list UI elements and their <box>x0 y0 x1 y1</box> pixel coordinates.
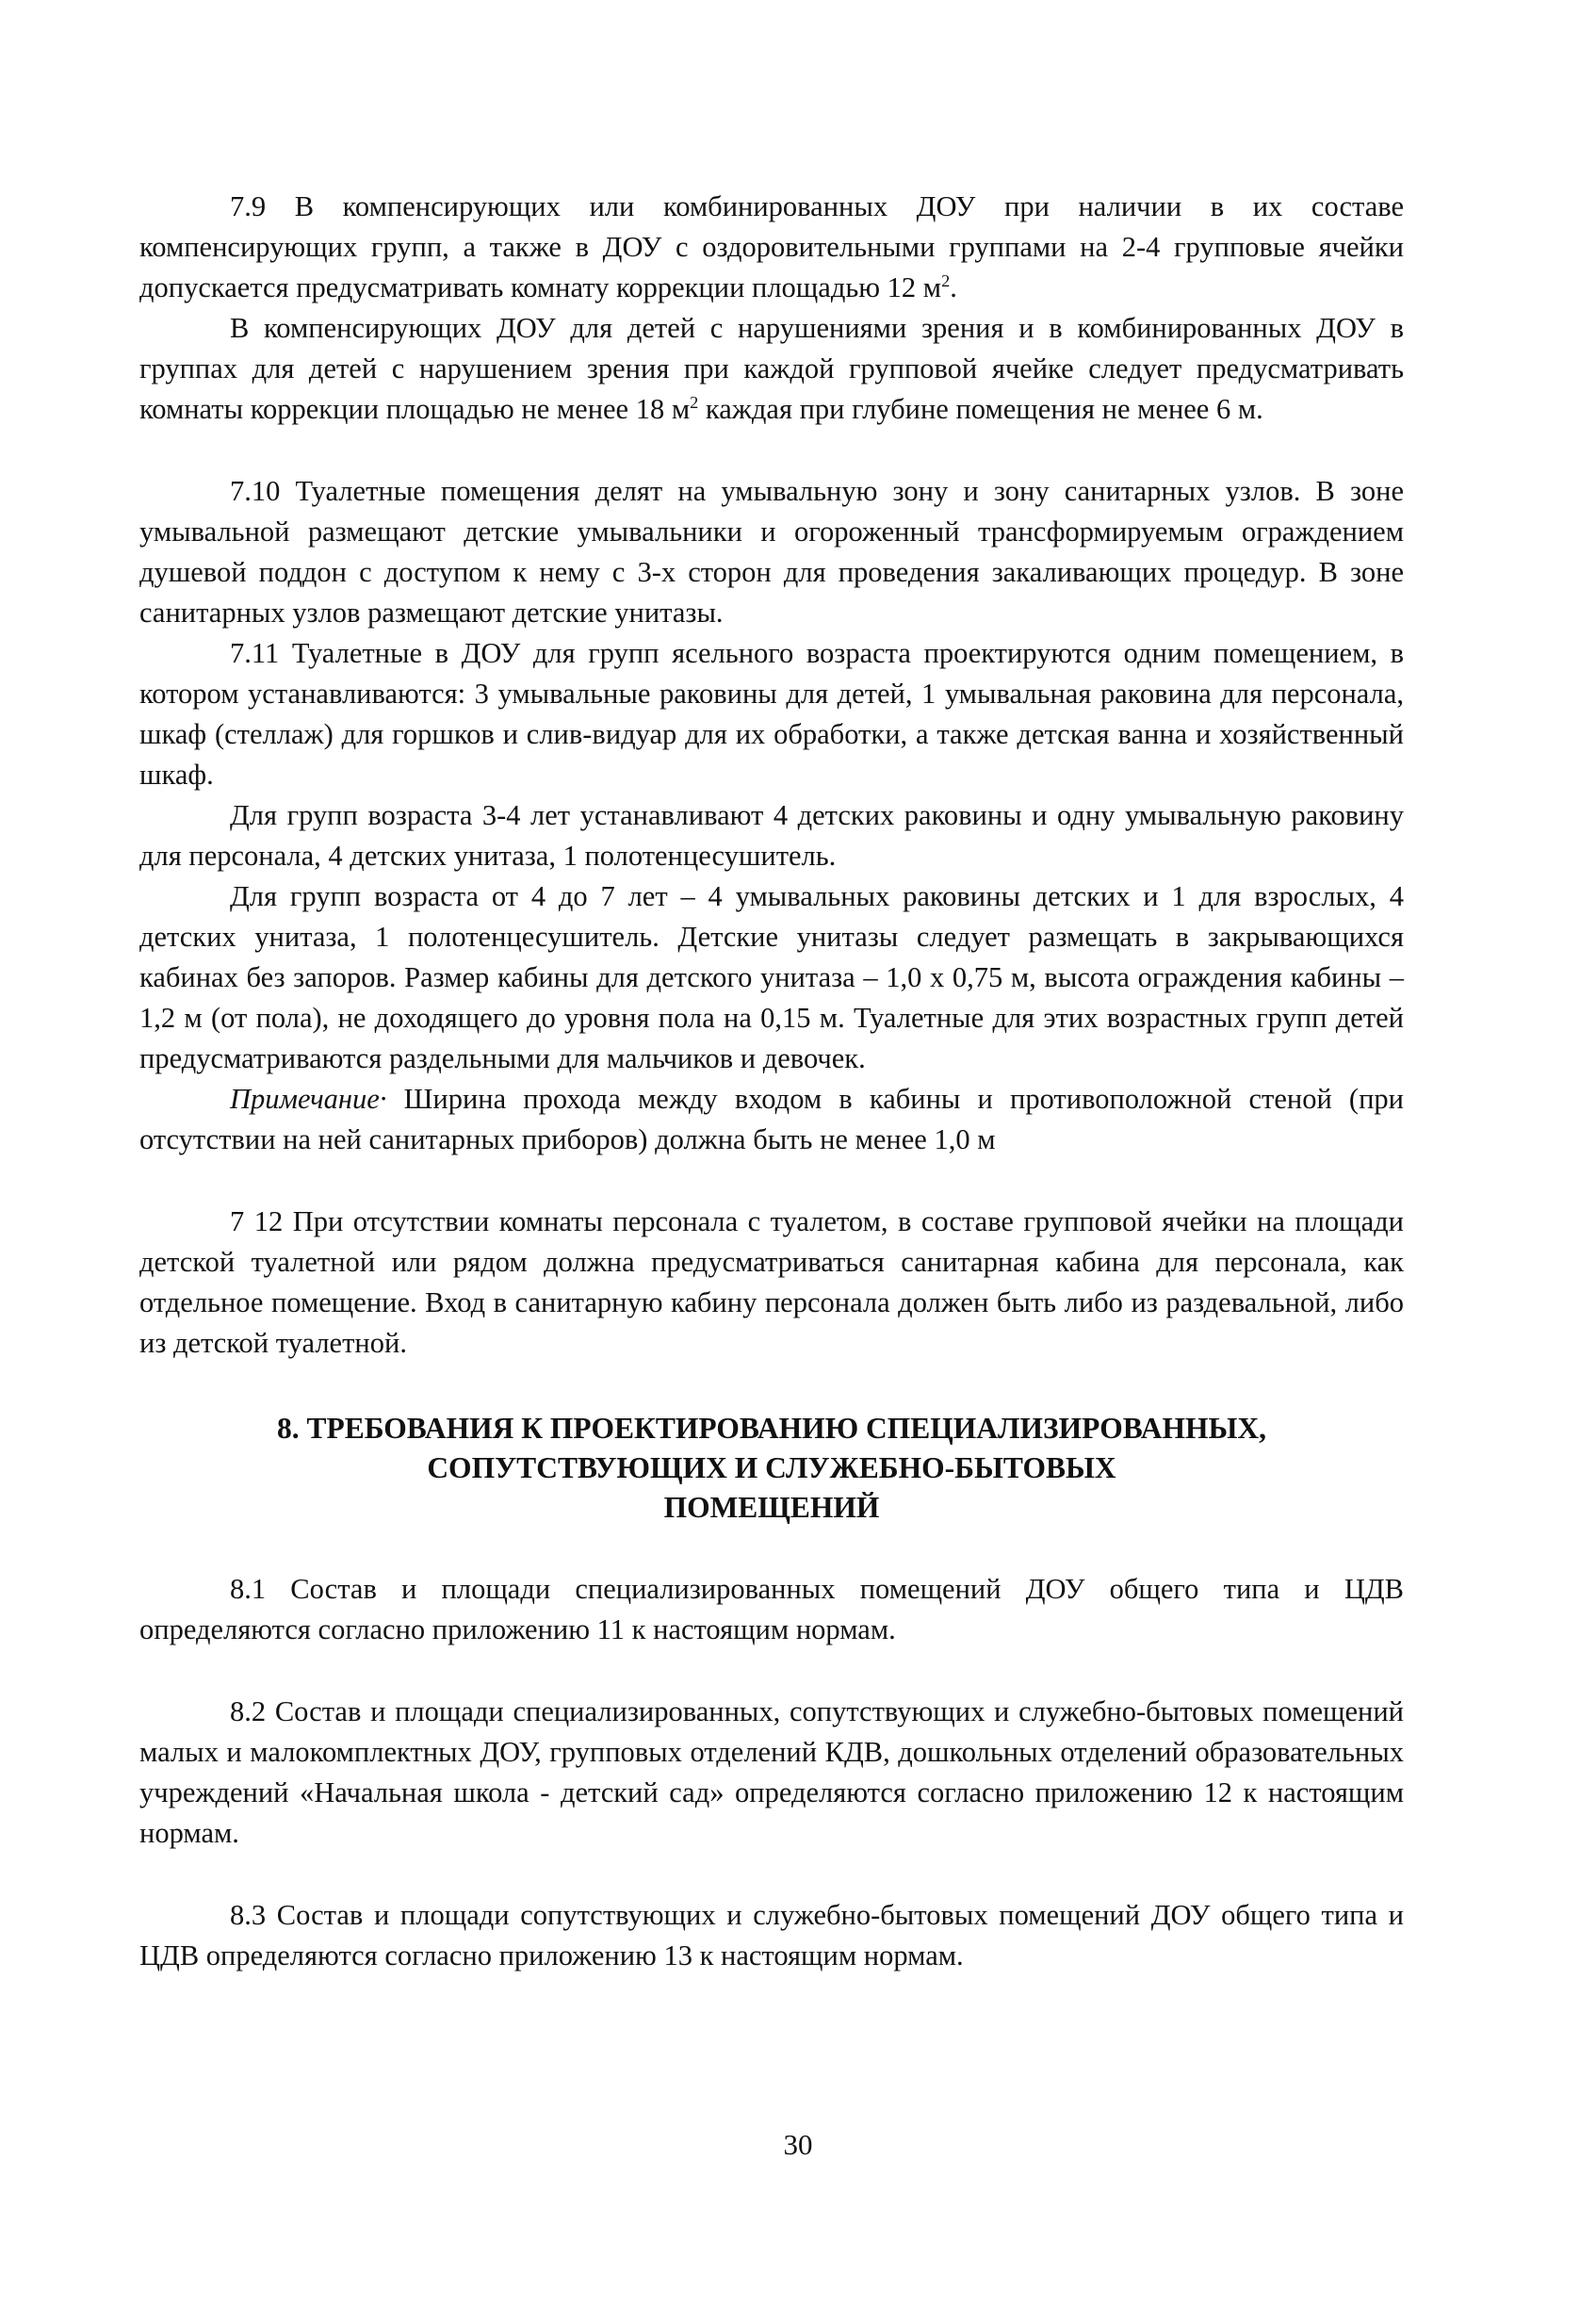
page-number: 30 <box>783 2128 813 2161</box>
document-page <box>139 187 1404 1976</box>
section-heading: 8. ТРЕБОВАНИЯ К ПРОЕКТИРОВАНИЮ СПЕЦИАЛИЗИРОВАННЫХ, СОПУТСТВУЮЩИХ И СЛУЖЕБНО-БЫТОВЫХ ПОМЕЩЕНИЙ <box>276 1412 1267 1524</box>
paragraph-8-2: 8.2 Состав и площади специализированных, сопутствующих и служебно-бытовых помещений малых и малокомплектных ДОУ, групповых отделений КДВ, дошкольных отделений образовательных учреждений «Начальная школа - детский сад» определяются согласно приложению 12 к настоящим нормам. <box>139 1695 1404 1849</box>
paragraph-7-10: 7.10 Туалетные помещения делят на умывальную зону и зону санитарных узлов. В зоне умывальной размещают детские умывальники и огороженный трансформируемым ограждением душевой поддон с доступом к нему с 3-х сторон для проведения закаливающих процедур. В зоне санитарных узлов размещают детские унитазы. <box>139 475 1404 629</box>
note <box>139 1079 1404 1160</box>
paragraph-7-11: 7.11 Туалетные в ДОУ для групп ясельного возраста проектируются одним помещением, в котором устанавливаются: 3 умывальные раковины для детей, 1 умывальная раковина для персонала, шкаф (стеллаж) для горшков и слив-видуар для их обработки, а также детская ванна и хозяйственный шкаф. <box>139 637 1404 791</box>
paragraph-7-11-age-3-4: Для групп возраста 3-4 лет устанавливают 4 детских раковины и одну умывальную раковину для персонала, 4 детских унитаза, 1 полотенцесушитель. <box>139 799 1404 872</box>
note-label: Примечание· <box>230 1083 387 1115</box>
note-text: Ширина прохода между входом в кабины и противоположной стеной (при отсутствии на ней санитарных приборов) должна быть не менее 1,0 м <box>139 1083 1404 1155</box>
paragraph-7-9-vision: В компенсирующих ДОУ для детей с нарушениями зрения и в комбинированных ДОУ в группах для детей с нарушением зрения при каждой групповой ячейке следует предусматривать комнаты коррекции площадью не менее 18 $м^2$ каждая при глубине помещения не менее 6 м. <box>139 312 1404 425</box>
paragraph-8-1: 8.1 Состав и площади специализированных помещений ДОУ общего типа и ЦДВ определяются согласно приложению 11 к настоящим нормам. <box>139 1573 1404 1645</box>
paragraph-7-9: 7.9 В компенсирующих или комбинированных ДОУ при наличии в их составе компенсирующих групп, а также в ДОУ с оздоровительными группами на 2-4 групповые ячейки допускается предусматривать комнату коррекции площадью 12 $м^2$. <box>139 190 1404 303</box>
paragraph-8-3: 8.3 Состав и площади сопутствующих и служебно-бытовых помещений ДОУ общего типа и ЦДВ определяются согласно приложению 13 к настоящим нормам. <box>139 1899 1404 1972</box>
paragraph-7-11-age-4-7: Для групп возраста от 4 до 7 лет – 4 умывальных раковины детских и 1 для взрослых, 4 детских унитаза, 1 полотенцесушитель. Детские унитазы следует размещать в закрывающихся кабинах без запоров. Размер кабины для детского унитаза – 1,0 х 0,75 м, высота ограждения кабины – 1,2 м (от пола), не доходящего до уровня пола на 0,15 м. Туалетные для этих возрастных групп детей предусматриваются раздельными для мальчиков и девочек. <box>139 880 1404 1074</box>
paragraph-7-12: 7 12 При отсутствии комнаты персонала с туалетом, в составе групповой ячейки на площади детской туалетной или рядом должна предусматриваться санитарная кабина для персонала, как отдельное помещение. Вход в санитарную кабину персонала должен быть либо из раздевальной, либо из детской туалетной. <box>139 1205 1404 1359</box>
